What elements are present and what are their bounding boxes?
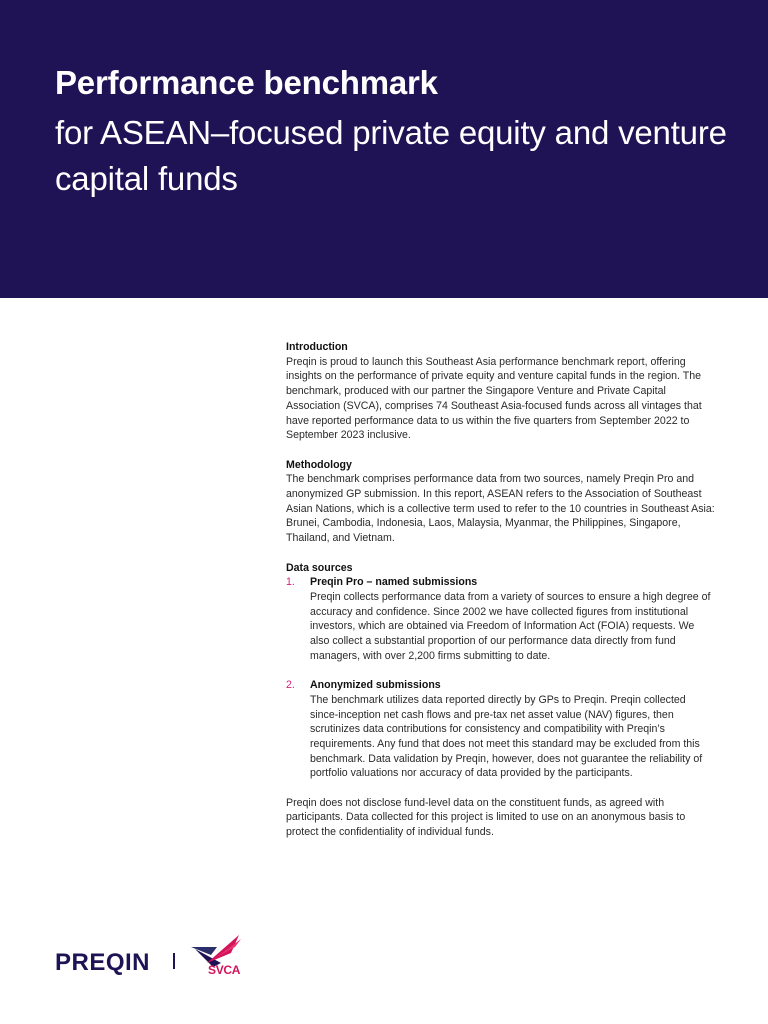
- logo-divider: [173, 953, 175, 969]
- page-title: Performance benchmark: [55, 64, 438, 101]
- preqin-logo: PREQIN: [55, 949, 151, 976]
- list-item-number: 2.: [286, 679, 295, 692]
- methodology-body: The benchmark comprises performance data from two sources, namely Preqin Pro and anonymized GP submission. In this report, ASEAN refers to the Association of Southeast Asian Nations, which is a collective term used to refer to the 10 countries in Southeast Asia: Brunei, Cambodia, Indonesia, Laos, Malaysia, Myanmar, the Philippines, Singapore, Thailand, and Vietnam.: [286, 473, 715, 545]
- page-subtitle: for ASEAN–focused private equity and venture capital funds: [55, 114, 727, 197]
- main-content: [286, 340, 716, 840]
- list-item-title: Anonymized submissions: [310, 679, 441, 692]
- closing-paragraph: Preqin does not disclose fund-level data on the constituent funds, as agreed with participants. Data collected for this project is limited to use on an anonymous basis to protect the confidentiality of individual funds.: [286, 796, 686, 839]
- footer-logos: [55, 930, 315, 980]
- introduction-section: [286, 340, 716, 443]
- data-sources-heading: Data sources: [286, 561, 353, 574]
- list-item-content: [310, 678, 716, 781]
- introduction-body: Preqin is proud to launch this Southeast Asia performance benchmark report, offering insights on the performance of private equity and venture capital funds in the region. The benchmark, produced with our partner the Singapore Venture and Private Capital Association (SVCA), comprises 74 Southeast Asia-focused funds across all vintages that have reported performance data to us within the five quarters from September 2022 to September 2023 inclusive.: [286, 355, 702, 442]
- list-item: [286, 678, 716, 781]
- data-sources-section: [286, 561, 716, 782]
- hero-banner: [0, 0, 768, 298]
- methodology-section: [286, 458, 716, 546]
- methodology-heading: Methodology: [286, 458, 352, 471]
- list-item-body: Preqin collects performance data from a variety of sources to ensure a high degree of accuracy and confidence. Since 2002 we have collected figures from institutional investors, which are obtained via Freedom of Information Act (FOIA) requests. We also collect a substantial proportion of our performance data directly from fund managers, with over 2,200 firms submitting to date.: [310, 590, 711, 662]
- introduction-heading: Introduction: [286, 341, 348, 353]
- list-item-title: Preqin Pro – named submissions: [310, 576, 478, 589]
- list-item: [286, 575, 716, 663]
- list-item-body: The benchmark utilizes data reported directly by GPs to Preqin. Preqin collected since-inception net cash flows and pre-tax net asset value (NAV) figures, then scrutinizes data contributions for consistency and compatibility with Preqin’s requirements. Any fund that does not meet this standard may be excluded from this benchmark. Data validation by Preqin, however, does not guarantee the reliability of portfolio valuations nor accuracy of data provided by the participants.: [310, 693, 703, 780]
- list-item-content: [310, 575, 716, 663]
- list-item-number: 1.: [286, 576, 295, 589]
- svca-logo-text: SVCA: [208, 963, 241, 977]
